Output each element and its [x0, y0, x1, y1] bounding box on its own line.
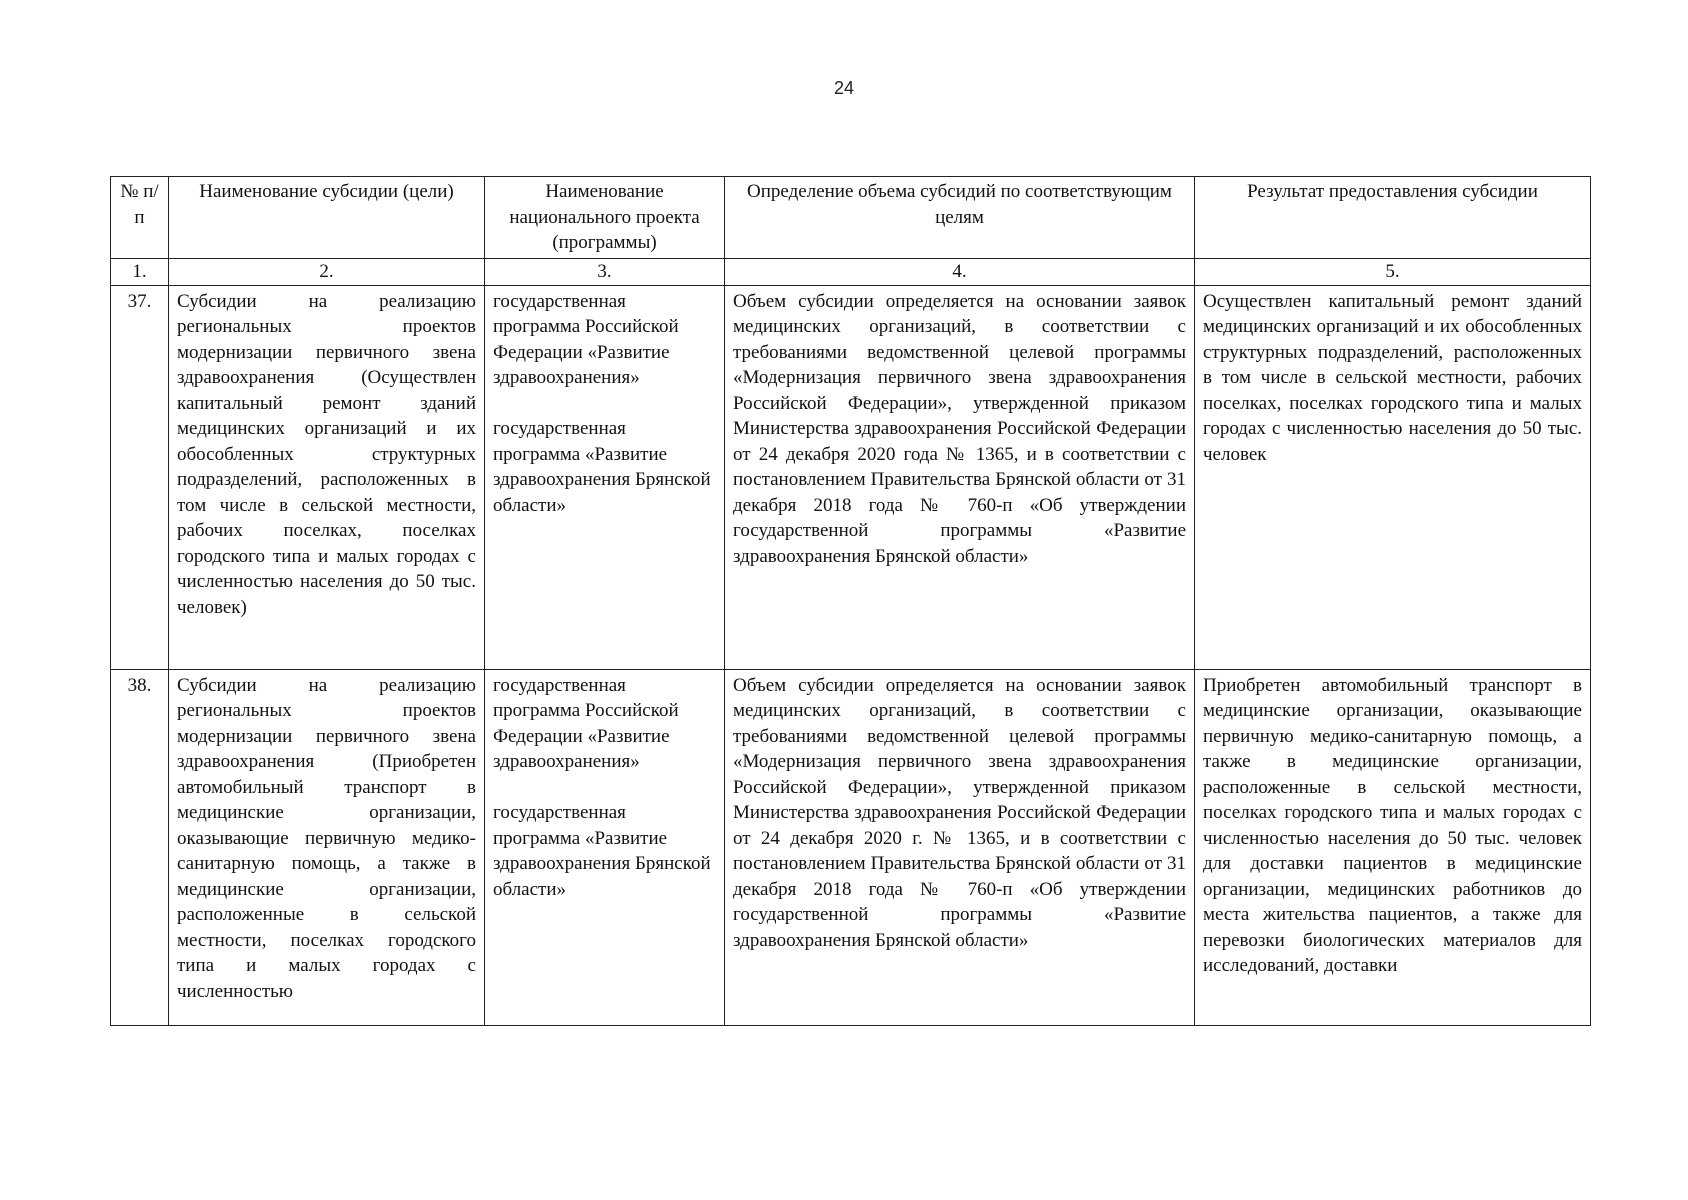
program-cell	[485, 669, 725, 1025]
header-volume: Определение объема субсидий по соответствующим целям	[725, 177, 1195, 259]
row-number: 37.	[111, 285, 169, 669]
header-row	[111, 177, 1591, 259]
header-result: Результат предоставления субсидии	[1195, 177, 1591, 259]
column-number: 5.	[1195, 258, 1591, 285]
row-number: 38.	[111, 669, 169, 1025]
header-num: № п/п	[111, 177, 169, 259]
subsidy-name-text: Субсидии на реализацию региональных проектов модернизации первичного звена здравоохранения (Приобретен автомобильный транспорт в медицинские организации, оказывающие первичную медико-санитарную помощь, а также в медицинские организации, расположенные в сельской местности, поселках городского типа и малых городах с численностью	[177, 674, 476, 1002]
volume-cell: Объем субсидии определяется на основании заявок медицинских организаций, в соответствии с требованиями ведомственной целевой программы «Модернизация первичного звена здравоохранения Российской Федерации», утвержденной приказом Министерства здравоохранения Российской Федерации от 24 декабря 2020 года № 1365, и в соответствии с постановлением Правительства Брянской области от 31 декабря 2018 года № 760-п «Об утверждении государственной программы «Развитие здравоохранения Брянской области»	[725, 285, 1195, 669]
table-row	[111, 285, 1591, 669]
federal-program: государственная программа Российской Федерации «Развитие здравоохранения»	[493, 674, 679, 772]
table-row	[111, 669, 1591, 1025]
subsidies-table	[110, 176, 1591, 1026]
header-project-name: Наименование национального проекта (программы)	[485, 177, 725, 259]
regional-program: государственная программа «Развитие здравоохранения Брянской области»	[493, 802, 711, 900]
subsidy-name-cell	[169, 669, 485, 1025]
column-numbers-row	[111, 258, 1591, 285]
column-number: 2.	[169, 258, 485, 285]
subsidy-name-cell: Субсидии на реализацию региональных проектов модернизации первичного звена здравоохранения (Осуществлен капитальный ремонт зданий медицинских организаций и их обособленных структурных подразделений, расположенных в том числе в сельской местности, рабочих поселках, поселках городского типа и малых городах с численностью населения до 50 тыс. человек)	[169, 285, 485, 669]
regional-program: государственная программа «Развитие здравоохранения Брянской области»	[493, 418, 711, 516]
program-cell	[485, 285, 725, 669]
volume-cell: Объем субсидии определяется на основании заявок медицинских организаций, в соответствии с требованиями ведомственной целевой программы «Модернизация первичного звена здравоохранения Российской Федерации», утвержденной приказом Министерства здравоохранения Российской Федерации от 24 декабря 2020 г. № 1365, и в соответствии с постановлением Правительства Брянской области от 31 декабря 2018 года № 760-п «Об утверждении государственной программы «Развитие здравоохранения Брянской области»	[725, 669, 1195, 1025]
column-number: 4.	[725, 258, 1195, 285]
federal-program: государственная программа Российской Федерации «Развитие здравоохранения»	[493, 290, 679, 388]
header-subsidy-name: Наименование субсидии (цели)	[169, 177, 485, 259]
page-number: 24	[833, 78, 855, 98]
column-number: 1.	[111, 258, 169, 285]
result-cell	[1195, 669, 1591, 1025]
column-number: 3.	[485, 258, 725, 285]
result-text: Приобретен автомобильный транспорт в медицинские организации, оказывающие первичную медико-санитарную помощь, а также в медицинские организации, расположенные в сельской местности, поселках городского типа и малых городах с численностью населения до 50 тыс. человек для доставки пациентов в медицинские организации, медицинских работников до места жительства пациентов, а также для перевозки биологических материалов для исследований, доставки	[1203, 674, 1582, 976]
result-cell: Осуществлен капитальный ремонт зданий медицинских организаций и их обособленных структурных подразделений, расположенных в том числе в сельской местности, рабочих поселках, поселках городского типа и малых городах с численностью населения до 50 тыс. человек	[1195, 285, 1591, 669]
